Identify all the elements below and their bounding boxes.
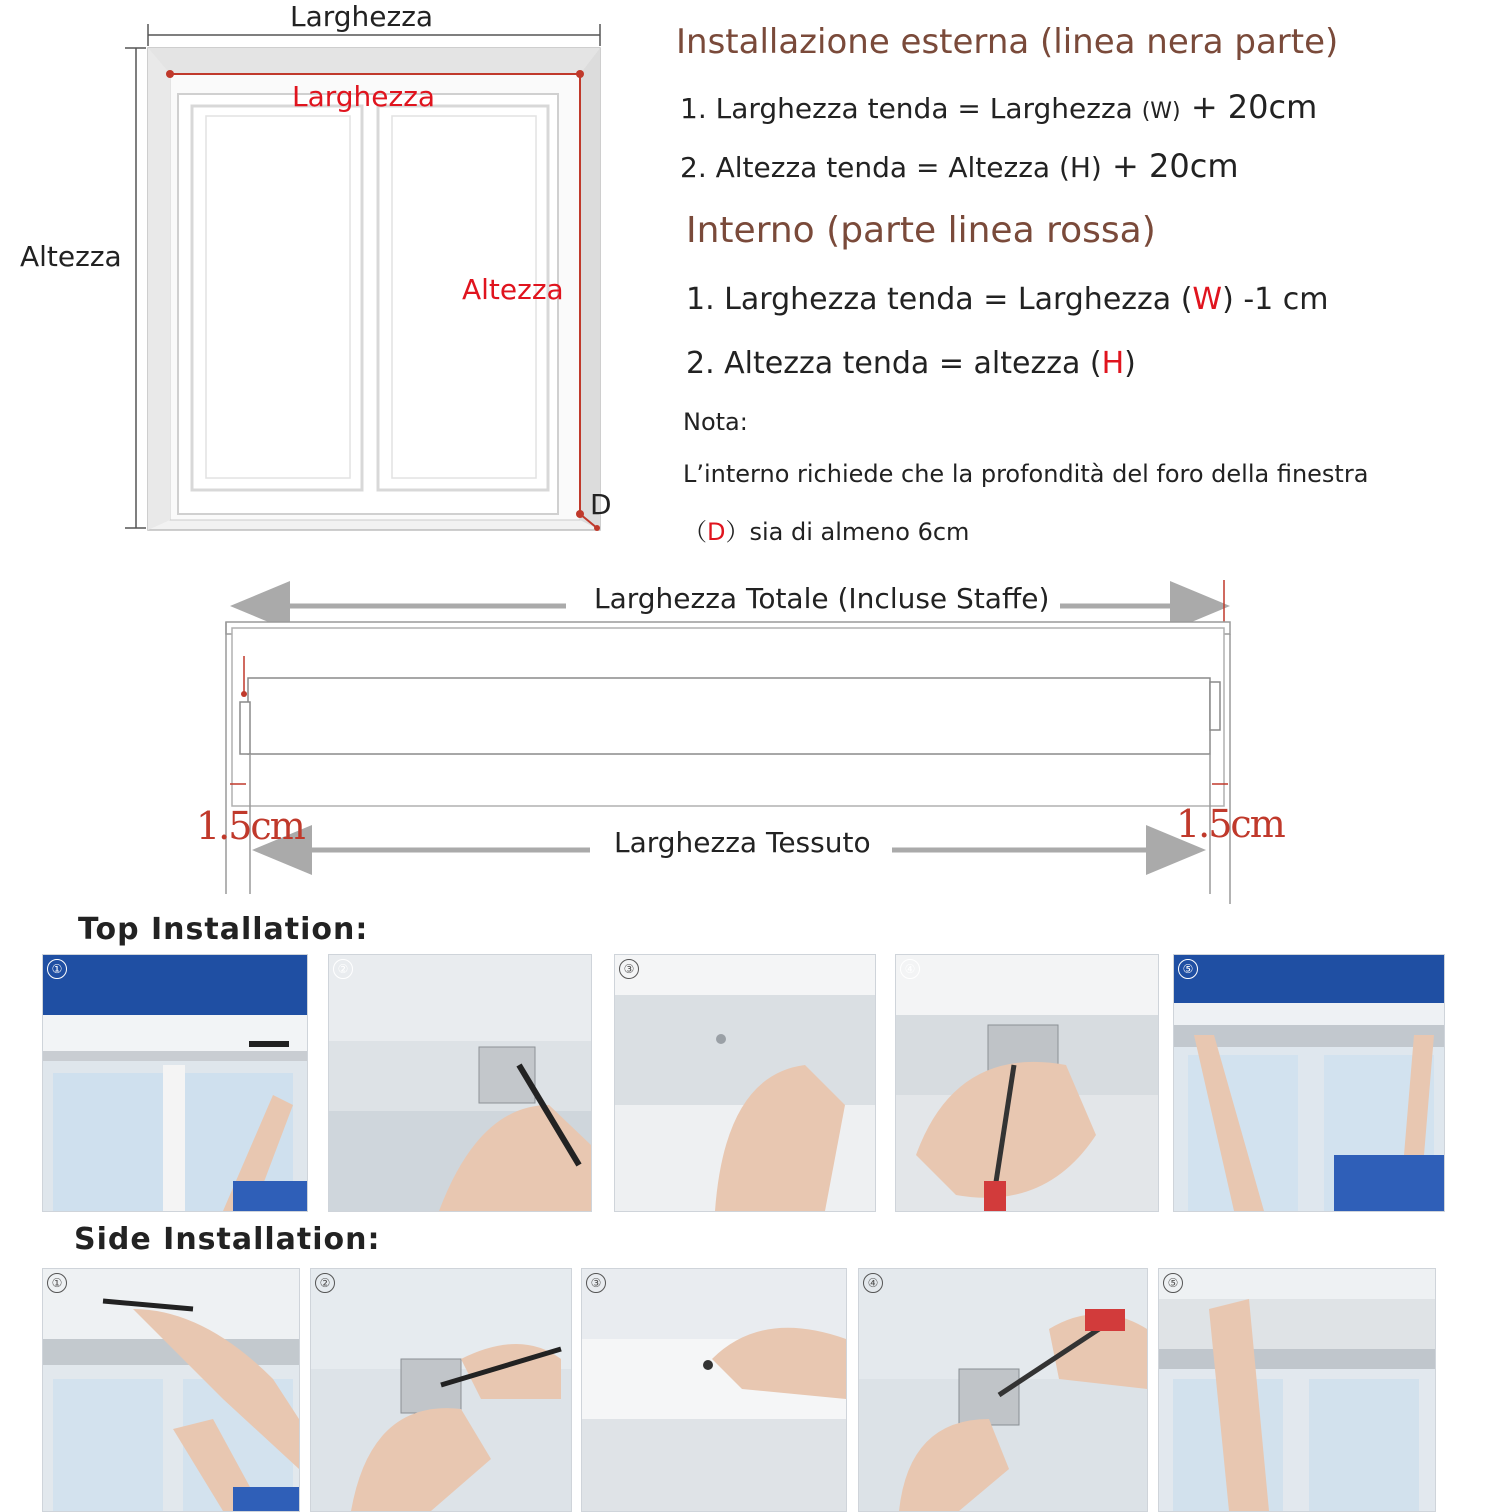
side-step-4-photo (858, 1268, 1148, 1512)
step-number-badge: ④ (900, 959, 920, 979)
roller-tube (248, 678, 1210, 754)
top-step-4-photo (895, 954, 1159, 1212)
inner-width-label: Larghezza (292, 80, 436, 113)
total-width-label: Larghezza Totale (Incluse Staffe) (590, 582, 1053, 615)
inner-height-label: Altezza (462, 273, 564, 306)
depth-label: D (590, 488, 612, 521)
inside-line1-w: W (1192, 282, 1223, 317)
inside-line1-prefix: 1. Larghezza tenda = Larghezza ( (686, 282, 1193, 317)
outside-line2-prefix: 2. Altezza tenda = Altezza (680, 151, 1059, 184)
outside-line1-suffix: + 20cm (1180, 88, 1318, 126)
inside-install-line2 (686, 346, 1136, 381)
side-step-3-photo (581, 1268, 847, 1512)
step-number-badge: ⑤ (1178, 959, 1198, 979)
step-number-badge: ③ (619, 959, 639, 979)
inside-line2-h: H (1101, 346, 1125, 381)
outside-line1-prefix: 1. Larghezza tenda = Larghezza (680, 92, 1142, 125)
side-installation-title: Side Installation: (74, 1222, 381, 1257)
note-paren-open: （ (683, 518, 707, 546)
top-installation-title: Top Installation: (78, 912, 369, 947)
step-number-badge: ② (333, 959, 353, 979)
top-step-5-photo (1173, 954, 1445, 1212)
top-step-1-photo (42, 954, 308, 1212)
top-step-3-photo (614, 954, 876, 1212)
side-step-1-photo (42, 1268, 300, 1512)
top-step-2-photo (328, 954, 592, 1212)
fabric-width-label: Larghezza Tessuto (610, 826, 875, 859)
outside-install-line1 (680, 88, 1317, 126)
step-number-badge: ④ (863, 1273, 883, 1293)
outer-width-label: Larghezza (290, 0, 434, 33)
blind-diagram (180, 570, 1260, 910)
step-number-badge: ⑤ (1163, 1273, 1183, 1293)
note-paren-close: ） (725, 518, 750, 546)
outer-height-label: Altezza (20, 240, 122, 273)
outside-install-title: Installazione esterna (linea nera parte) (676, 22, 1339, 62)
step-number-badge: ① (47, 959, 67, 979)
outside-install-line2 (680, 147, 1239, 185)
inside-line2-suffix: ) (1124, 346, 1136, 381)
side-step-2-photo (310, 1268, 572, 1512)
side-step-5-photo (1158, 1268, 1436, 1512)
step-number-badge: ① (47, 1273, 67, 1293)
step-number-badge: ② (315, 1273, 335, 1293)
note-label: Nota: (683, 408, 748, 436)
inside-install-title: Interno (parte linea rossa) (686, 210, 1156, 251)
inside-line1-suffix: ) -1 cm (1222, 282, 1329, 317)
right-margin-label: 1.5cm (1176, 802, 1284, 846)
note-d: D (707, 518, 726, 546)
note-line2 (683, 512, 969, 547)
outside-line2-suffix: + 20cm (1101, 147, 1239, 185)
left-margin-label: 1.5cm (196, 804, 304, 848)
note-line1: L’interno richiede che la profondità del foro della finestra (683, 460, 1369, 488)
inside-install-line1 (686, 282, 1328, 317)
outside-line1-w: (W) (1141, 99, 1181, 124)
step-number-badge: ③ (586, 1273, 606, 1293)
inside-line2-prefix: 2. Altezza tenda = altezza ( (686, 346, 1102, 381)
note-line2-rest: sia di almeno 6cm (749, 518, 970, 546)
outside-line2-h: (H) (1058, 151, 1102, 184)
